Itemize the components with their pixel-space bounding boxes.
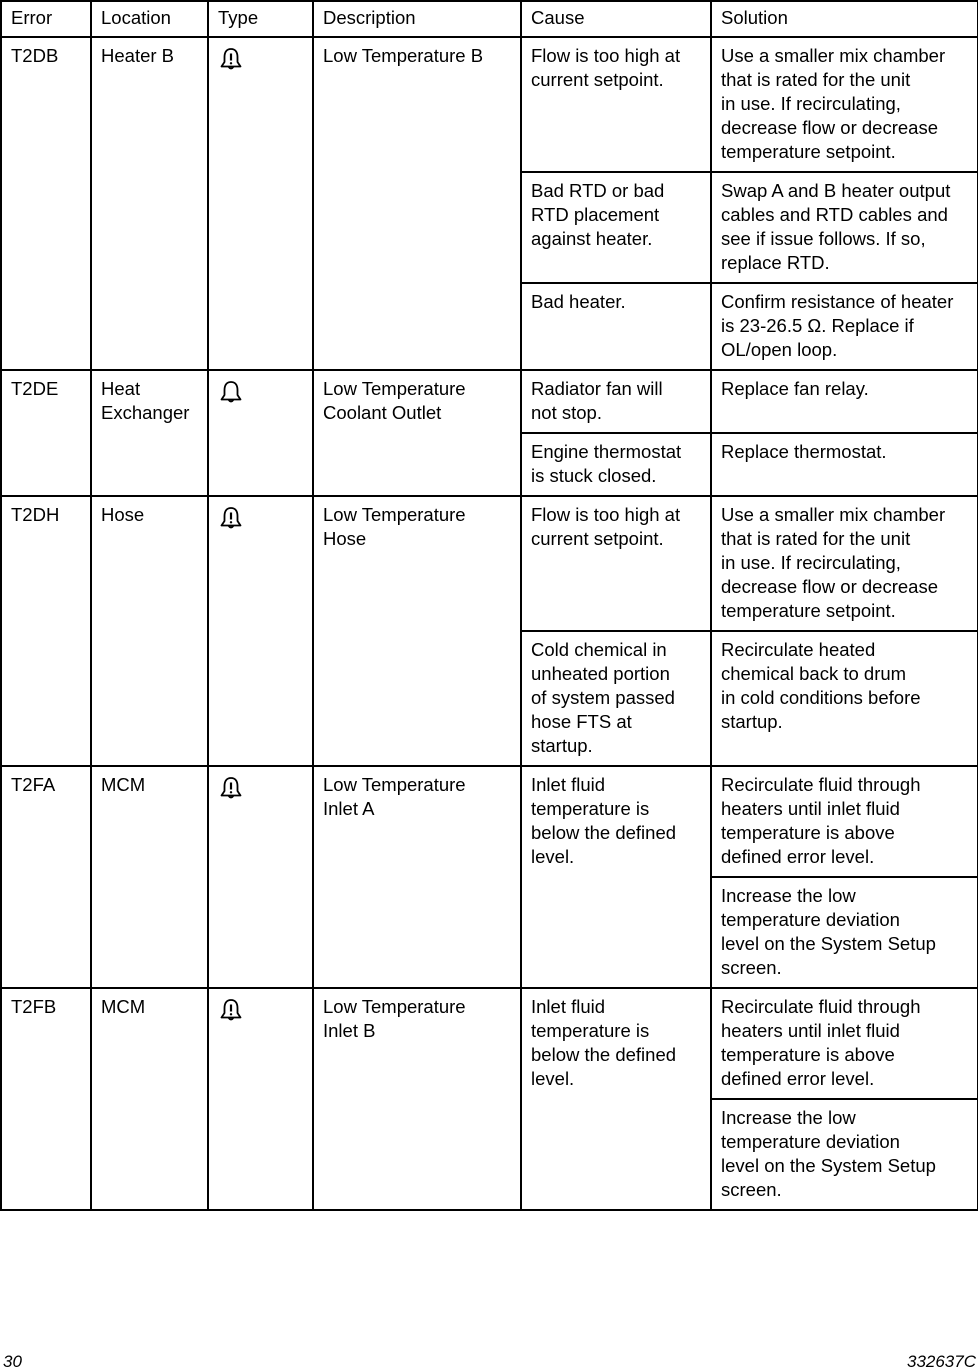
- error-location: Heater B: [91, 37, 208, 370]
- error-description: Low Temperature Inlet B: [313, 988, 521, 1210]
- table-row: [1, 496, 978, 631]
- document-number: 332637C: [906, 1352, 976, 1371]
- error-code: T2FA: [1, 766, 91, 988]
- error-cause: Engine thermostat is stuck closed.: [521, 433, 711, 496]
- error-cause: Bad RTD or bad RTD placement against heater.: [521, 172, 711, 283]
- error-location: Heat Exchanger: [91, 370, 208, 496]
- error-cause: Bad heater.: [521, 283, 711, 370]
- table-row: [1, 370, 978, 433]
- error-description: Low Temperature Coolant Outlet: [313, 370, 521, 496]
- error-code: T2DH: [1, 496, 91, 766]
- error-cause: Cold chemical in unheated portion of system passed hose FTS at startup.: [521, 631, 711, 766]
- error-solution: Recirculate fluid through heaters until inlet fluid temperature is above defined error level.: [711, 988, 978, 1099]
- error-type: [208, 370, 313, 496]
- error-type: [208, 496, 313, 766]
- error-solution: Use a smaller mix chamber that is rated for the unit in use. If recirculating, decrease flow or decrease temperature setpoint.: [711, 37, 978, 172]
- error-type: [208, 37, 313, 370]
- table-row: [1, 988, 978, 1099]
- error-cause: Flow is too high at current setpoint.: [521, 37, 711, 172]
- error-cause: Inlet fluid temperature is below the defined level.: [521, 766, 711, 988]
- error-solution: Use a smaller mix chamber that is rated for the unit in use. If recirculating, decrease flow or decrease temperature setpoint.: [711, 496, 978, 631]
- error-code: T2DB: [1, 37, 91, 370]
- error-solution: Replace thermostat.: [711, 433, 978, 496]
- error-code: T2FB: [1, 988, 91, 1210]
- alarm-icon: [218, 997, 244, 1023]
- table-header-row: [1, 1, 978, 37]
- error-solution: Increase the low temperature deviation level on the System Setup screen.: [711, 1099, 978, 1210]
- error-cause: Inlet fluid temperature is below the defined level.: [521, 988, 711, 1210]
- error-location: MCM: [91, 988, 208, 1210]
- error-description: Low Temperature Hose: [313, 496, 521, 766]
- error-description: Low Temperature Inlet A: [313, 766, 521, 988]
- error-solution: Replace fan relay.: [711, 370, 978, 433]
- alarm-icon: [218, 46, 244, 72]
- error-solution: Recirculate heated chemical back to drum in cold conditions before startup.: [711, 631, 978, 766]
- header-description: Description: [313, 1, 521, 37]
- header-solution: Solution: [711, 1, 978, 37]
- table-row: [1, 37, 978, 172]
- alarm-icon: [218, 775, 244, 801]
- error-cause: Radiator fan will not stop.: [521, 370, 711, 433]
- header-cause: Cause: [521, 1, 711, 37]
- table-row: [1, 766, 978, 877]
- advisory-icon: [218, 379, 244, 405]
- error-solution: Confirm resistance of heater is 23-26.5 Ω. Replace if OL/open loop.: [711, 283, 978, 370]
- error-type: [208, 988, 313, 1210]
- error-solution: Swap A and B heater output cables and RTD cables and see if issue follows. If so, replace RTD.: [711, 172, 978, 283]
- header-type: Type: [208, 1, 313, 37]
- header-error: Error: [1, 1, 91, 37]
- error-type: [208, 766, 313, 988]
- error-solution: Increase the low temperature deviation level on the System Setup screen.: [711, 877, 978, 988]
- alarm-icon: [218, 505, 244, 531]
- header-location: Location: [91, 1, 208, 37]
- error-code: T2DE: [1, 370, 91, 496]
- error-location: MCM: [91, 766, 208, 988]
- error-cause: Flow is too high at current setpoint.: [521, 496, 711, 631]
- error-solution: Recirculate fluid through heaters until inlet fluid temperature is above defined error level.: [711, 766, 978, 877]
- error-location: Hose: [91, 496, 208, 766]
- page-number: 30: [3, 1352, 22, 1371]
- error-description: Low Temperature B: [313, 37, 521, 370]
